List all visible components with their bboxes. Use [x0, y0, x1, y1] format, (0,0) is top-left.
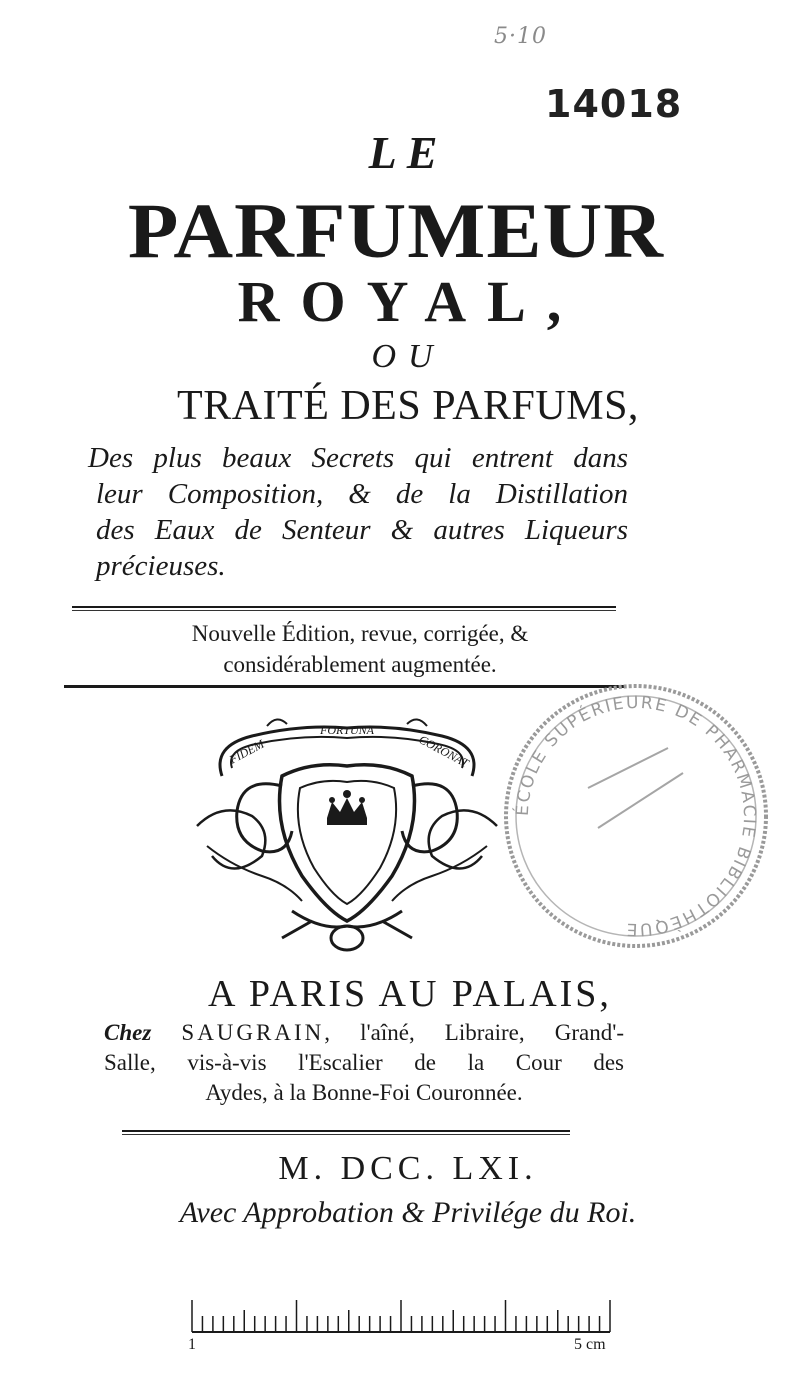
- title-traite: TRAITÉ DES PARFUMS,: [177, 383, 639, 429]
- publisher-name: SAUGRAIN: [181, 1020, 325, 1045]
- scale-label-left: 1: [188, 1336, 196, 1353]
- motto-coronat: CORONAT: [416, 732, 472, 771]
- title-royal: ROYAL,: [237, 269, 583, 334]
- imprint-city: A PARIS AU PALAIS,: [208, 973, 612, 1015]
- rule-bottom: [122, 1130, 570, 1135]
- motto-fortuna: FORTUNA: [320, 723, 374, 737]
- edition-line: considérablement augmentée.: [223, 652, 497, 677]
- inventory-number: 14018: [545, 82, 683, 126]
- title-ou: OU: [371, 338, 445, 375]
- handwritten-annotation: 5·10: [494, 24, 547, 49]
- approbation: Avec Approbation & Privilége du Roi.: [179, 1196, 637, 1229]
- imprint-address: [104, 1018, 624, 1108]
- edition-note: [100, 618, 620, 680]
- title-parfumeur: PARFUMEUR: [127, 187, 665, 274]
- imprint-line: Aydes, à la Bonne-Foi Couronnée.: [205, 1080, 523, 1105]
- imprint-line1-rest: , l'aîné, Libraire, Grand'-: [324, 1020, 625, 1045]
- imprint-chez: Chez: [104, 1020, 152, 1045]
- imprint-line: [104, 1018, 624, 1048]
- library-stamp: [498, 678, 774, 954]
- scale-bar: [186, 1296, 616, 1366]
- subtitle-line: Des plus beaux Secrets qui entrent dans: [88, 442, 628, 474]
- stamp-text: ÉCOLE SUPÉRIEURE DE PHARMACIE BIBLIOTHÈQUE: [512, 692, 760, 940]
- imprint-line: Salle, vis-à-vis l'Escalier de la Cour des: [104, 1050, 624, 1075]
- edition-line: Nouvelle Édition, revue, corrigée, &: [191, 621, 529, 646]
- subtitle-line: précieuses.: [96, 550, 226, 582]
- subtitle-line: leur Composition, & de la Distillation: [96, 478, 628, 510]
- rule-top: [72, 606, 616, 611]
- scale-label-right: 5 cm: [574, 1336, 606, 1353]
- printers-ornament: [192, 706, 502, 956]
- subtitle-line: des Eaux de Senteur & autres Liqueurs: [96, 514, 628, 546]
- subtitle: [88, 440, 628, 584]
- publication-date: M. DCC. LXI.: [278, 1150, 538, 1187]
- motto-fidem: FIDEM: [226, 736, 267, 767]
- title-le: LE: [368, 127, 448, 178]
